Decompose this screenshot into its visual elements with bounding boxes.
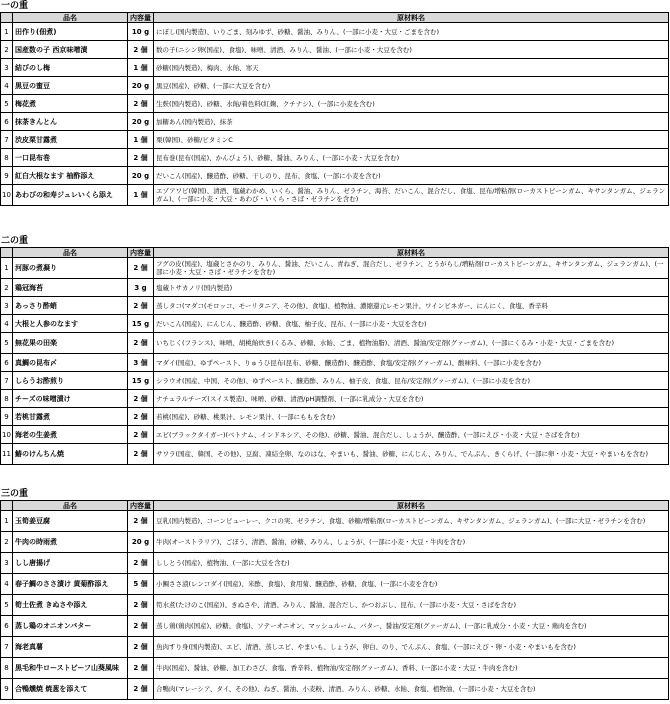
item-quantity: 2 個 xyxy=(128,41,154,59)
header-no xyxy=(1,13,13,23)
row-number: 7 xyxy=(1,131,13,149)
header-no xyxy=(1,248,13,258)
section-table-san xyxy=(0,500,669,700)
row-number: 5 xyxy=(1,595,13,616)
item-quantity: 2 個 xyxy=(128,444,154,465)
row-number: 1 xyxy=(1,23,13,41)
item-ingredients: 数の子(ニシン卵(国産)、食塩)、味噌、清酒、みりん、醤油、(一部に小麦・大豆を含む) xyxy=(154,41,669,59)
table-row xyxy=(1,279,669,297)
item-quantity: 2 個 xyxy=(128,658,154,679)
section-table-ni xyxy=(0,247,669,465)
header-qty: 内容量 xyxy=(128,13,154,23)
header-name: 品名 xyxy=(13,501,128,511)
item-ingredients: 栗(韓国)、砂糖/ビタミンC xyxy=(154,131,669,149)
row-number: 4 xyxy=(1,315,13,333)
row-number: 6 xyxy=(1,616,13,637)
table-header-row xyxy=(1,248,669,258)
item-name: しらうお酢煎り xyxy=(13,372,128,390)
table-row xyxy=(1,595,669,616)
item-quantity: 2 個 xyxy=(128,408,154,426)
row-number: 4 xyxy=(1,77,13,95)
table-row xyxy=(1,167,669,185)
item-name: 筍土佐煮 きぬさや添え xyxy=(13,595,128,616)
item-ingredients: 黒豆(国産)、砂糖、(一部に大豆を含む) xyxy=(154,77,669,95)
item-name: 渋皮栗甘露煮 xyxy=(13,131,128,149)
table-row xyxy=(1,131,669,149)
header-ingredients: 原材料名 xyxy=(154,13,669,23)
table-row xyxy=(1,354,669,372)
item-quantity: 20 g xyxy=(128,77,154,95)
item-quantity: 2 個 xyxy=(128,390,154,408)
table-row xyxy=(1,637,669,658)
row-number: 7 xyxy=(1,637,13,658)
table-row xyxy=(1,408,669,426)
item-ingredients: エゾアワビ(韓国)、清酒、塩蔵わかめ、いくら、醤油、みりん、ゼラチン、海苔、だいこん、混合だし、食塩、昆布/増粘剤(ローカストビーンガム、キサンタンガム、ジェランガム)、(一部に小麦・大豆・あわび・いくら・さば・ゼラチンを含む) xyxy=(154,185,669,206)
item-ingredients: サワラ(国産、韓国、その他)、豆腐、凍結全卵、なのはな、やまいも、醤油、砂糖、にんじん、みりん、でんぷん、きくらげ、(一部に卵・小麦・大豆・やまいもを含む) xyxy=(154,444,669,465)
table-row xyxy=(1,658,669,679)
item-name: 梅花煮 xyxy=(13,95,128,113)
table-header-row xyxy=(1,13,669,23)
item-name: 結びのし梅 xyxy=(13,59,128,77)
item-name: あわびの和寿ジュレいくら添え xyxy=(13,185,128,206)
item-ingredients: 豆乳(国内製造)、コーンピューレー、クコの実、ゼラチン、食塩、砂糖/増粘剤(ローカストビーンガム、キサンタンガム、ジェランガム)、(一部に大豆・ゼラチンを含む) xyxy=(154,511,669,532)
item-name: あっさり酢蛸 xyxy=(13,297,128,315)
row-number: 2 xyxy=(1,279,13,297)
item-ingredients: 小鯛ささ漬(レンコダイ(国産)、米酢、食塩)、食用菊、醸造酢、砂糖、食塩、(一部に小麦を含む) xyxy=(154,574,669,595)
row-number: 3 xyxy=(1,553,13,574)
row-number: 6 xyxy=(1,354,13,372)
table-row xyxy=(1,315,669,333)
item-name: 鰆のけんちん焼 xyxy=(13,444,128,465)
item-name: 無花果の田楽 xyxy=(13,333,128,354)
item-ingredients: 筍水煮(たけのこ(国産))、きぬさや、清酒、みりん、醤油、混合だし、かつおぶし、昆布、(一部に小麦・大豆・さばを含む) xyxy=(154,595,669,616)
item-name: 海老の生姜煮 xyxy=(13,426,128,444)
row-number: 5 xyxy=(1,95,13,113)
table-row xyxy=(1,59,669,77)
table-row xyxy=(1,41,669,59)
item-quantity: 1 個 xyxy=(128,59,154,77)
row-number: 6 xyxy=(1,113,13,131)
row-number: 5 xyxy=(1,333,13,354)
table-row xyxy=(1,444,669,465)
item-ingredients: 昆布巻(昆布(国産)、かんぴょう)、砂糖、醤油、みりん、(一部に小麦・大豆を含む) xyxy=(154,149,669,167)
table-row xyxy=(1,574,669,595)
header-no xyxy=(1,501,13,511)
header-name: 品名 xyxy=(13,13,128,23)
row-number: 3 xyxy=(1,59,13,77)
table-row xyxy=(1,390,669,408)
table-row xyxy=(1,553,669,574)
row-number: 10 xyxy=(1,426,13,444)
item-quantity: 2 個 xyxy=(128,149,154,167)
item-ingredients: にぼし(国内製造)、いりごま、刻みゆず、砂糖、醤油、みりん、(一部に小麦・大豆・ごまを含む) xyxy=(154,23,669,41)
item-ingredients: 生麩(国内製造)、砂糖、水飴/着色料(紅麹、クチナシ)、(一部に小麦を含む) xyxy=(154,95,669,113)
item-name: 黒毛和牛ローストビーフ山葵風味 xyxy=(13,658,128,679)
row-number: 11 xyxy=(1,444,13,465)
row-number: 1 xyxy=(1,258,13,279)
row-number: 10 xyxy=(1,185,13,206)
item-quantity: 5 個 xyxy=(128,574,154,595)
item-ingredients: 魚肉すり身(国内製造)、エビ、清酒、蒸しエビ、やまいも、しょうが、卵白、のり、でんぷん、食塩、(一部にえび・卵・小麦・やまいもを含む) xyxy=(154,637,669,658)
item-name: 紅白大根なます 柚酢添え xyxy=(13,167,128,185)
item-name: 海老真薯 xyxy=(13,637,128,658)
item-name: 蒸し鶏のオニオンバター xyxy=(13,616,128,637)
row-number: 8 xyxy=(1,390,13,408)
item-name: 玉筍姜豆腐 xyxy=(13,511,128,532)
row-number: 9 xyxy=(1,408,13,426)
section-title-ni: 二の重 xyxy=(1,236,29,246)
row-number: 2 xyxy=(1,41,13,59)
header-qty: 内容量 xyxy=(128,501,154,511)
item-ingredients: 加糖あん(国内製造)、抹茶 xyxy=(154,113,669,131)
table-row xyxy=(1,185,669,206)
item-quantity: 10 g xyxy=(128,23,154,41)
header-name: 品名 xyxy=(13,248,128,258)
item-ingredients: いちじく(フランス)、味噌、胡桃飴炊き(くるみ、砂糖、水飴、ごま、植物油脂)、清酒、醤油/安定剤(グァーガム)、(一部にくるみ・小麦・大豆・ごまを含む) xyxy=(154,333,669,354)
item-name: 大根と人参のなます xyxy=(13,315,128,333)
item-quantity: 2 個 xyxy=(128,297,154,315)
item-quantity: 2 個 xyxy=(128,258,154,279)
row-number: 8 xyxy=(1,149,13,167)
item-ingredients: 合鴨肉(マレーシア、タイ、その他)、ねぎ、醤油、小麦粉、清酒、みりん、砂糖、水飴、食塩、植物油、(一部に小麦・大豆を含む) xyxy=(154,679,669,700)
table-row xyxy=(1,679,669,700)
item-ingredients: ナチュラルチーズ(スイス製造)、味噌、砂糖、清酒/pH調整剤、(一部に乳成分・大豆を含む) xyxy=(154,390,669,408)
item-name: 抹茶きんとん xyxy=(13,113,128,131)
item-ingredients: エビ(ブラックタイガー)(ベトナム、インドネシア、その他)、砂糖、醤油、混合だし、しょうが、醸造酢、(一部にえび・小麦・大豆・さばを含む) xyxy=(154,426,669,444)
item-name: 国産数の子 西京味噌漬 xyxy=(13,41,128,59)
header-qty: 内容量 xyxy=(128,248,154,258)
item-ingredients: マダイ(国産)、ゆずペースト、りゅうひ昆布(昆布、砂糖、醸造酢)、醸造酢、食塩/安定剤(グァーガム)、酸味料、(一部に小麦を含む) xyxy=(154,354,669,372)
item-quantity: 20 g xyxy=(128,532,154,553)
item-quantity: 2 個 xyxy=(128,553,154,574)
item-quantity: 1 個 xyxy=(128,185,154,206)
item-ingredients: 蒸し鶏(鶏肉(国産)、砂糖、食塩)、ソテーオニオン、マッシュルーム、バター、醤油/安定剤(グァーガム)、(一部に乳成分・小麦・大豆・鶏肉を含む) xyxy=(154,616,669,637)
item-quantity: 1 個 xyxy=(128,131,154,149)
table-header-row xyxy=(1,501,669,511)
header-ingredients: 原材料名 xyxy=(154,501,669,511)
item-ingredients: 砂糖(国内製造)、梅肉、水飴、寒天 xyxy=(154,59,669,77)
item-ingredients: 塩蔵トサカノリ(国内製造) xyxy=(154,279,669,297)
table-row xyxy=(1,511,669,532)
item-quantity: 2 個 xyxy=(128,637,154,658)
item-ingredients: 牛肉(オーストラリア)、ごぼう、清酒、醤油、砂糖、みりん、しょうが、(一部に小麦・大豆・牛肉を含む) xyxy=(154,532,669,553)
item-quantity: 2 個 xyxy=(128,426,154,444)
item-quantity: 3 個 xyxy=(128,354,154,372)
item-ingredients: フグの皮(国産)、塩蔵とさかのり、みりん、醤油、だいこん、青ねぎ、混合だし、ゼラチン、とうがらし/増粘剤(ローカストビーンガム、キサンタンガム、ジェランガム)、(一部に小麦・大豆・さば・ゼラチンを含む) xyxy=(154,258,669,279)
table-row xyxy=(1,149,669,167)
item-name: 合鴨燻焼 焼葱を添えて xyxy=(13,679,128,700)
item-name: しし唐揚げ xyxy=(13,553,128,574)
row-number: 2 xyxy=(1,532,13,553)
item-quantity: 2 個 xyxy=(128,616,154,637)
item-name: 真鯛の昆布〆 xyxy=(13,354,128,372)
item-quantity: 15 g xyxy=(128,372,154,390)
item-quantity: 3 g xyxy=(128,279,154,297)
table-row xyxy=(1,426,669,444)
row-number: 1 xyxy=(1,511,13,532)
item-name: 若桃甘露煮 xyxy=(13,408,128,426)
table-row xyxy=(1,95,669,113)
row-number: 4 xyxy=(1,574,13,595)
item-name: 鶏冠海苔 xyxy=(13,279,128,297)
item-name: 春子鯛のささ漬け 黄菊酢添え xyxy=(13,574,128,595)
row-number: 9 xyxy=(1,679,13,700)
table-row xyxy=(1,297,669,315)
table-row xyxy=(1,372,669,390)
table-row xyxy=(1,23,669,41)
item-quantity: 15 g xyxy=(128,315,154,333)
header-ingredients: 原材料名 xyxy=(154,248,669,258)
table-row xyxy=(1,616,669,637)
item-name: 黒豆の蜜豆 xyxy=(13,77,128,95)
row-number: 9 xyxy=(1,167,13,185)
item-name: チーズの味噌漬け xyxy=(13,390,128,408)
item-quantity: 2 個 xyxy=(128,595,154,616)
section-title-san: 三の重 xyxy=(1,489,29,499)
row-number: 8 xyxy=(1,658,13,679)
item-name: 牛肉の時雨煮 xyxy=(13,532,128,553)
table-row xyxy=(1,77,669,95)
row-number: 7 xyxy=(1,372,13,390)
item-name: 河豚の煮凝り xyxy=(13,258,128,279)
item-quantity: 2 個 xyxy=(128,333,154,354)
item-ingredients: 蒸しタコ(マダコ(モロッコ、モーリタニア、その他)、食塩)、植物油、濃縮還元レモン果汁、ワインビネガー、にんにく、食塩、香辛料 xyxy=(154,297,669,315)
item-ingredients: だいこん(国産)、醸造酢、砂糖、干しのり、昆布、食塩、(一部に小麦を含む) xyxy=(154,167,669,185)
item-quantity: 2 個 xyxy=(128,95,154,113)
item-ingredients: 牛肉(国産)、醤油、砂糖、加工わさび、食塩、香辛料、植物油/安定剤(グァーガム)、香料、(一部に小麦・大豆・牛肉を含む) xyxy=(154,658,669,679)
table-row xyxy=(1,532,669,553)
table-row xyxy=(1,113,669,131)
item-quantity: 20 g xyxy=(128,113,154,131)
table-row xyxy=(1,258,669,279)
section-title-ichi: 一の重 xyxy=(1,1,29,11)
item-quantity: 2 個 xyxy=(128,511,154,532)
item-quantity: 20 g xyxy=(128,167,154,185)
item-ingredients: シラウオ(国産、中国、その他)、ゆずペースト、醸造酢、みりん、柚子皮、食塩、昆布/安定剤(グァーガム)、(一部に小麦を含む) xyxy=(154,372,669,390)
item-ingredients: 若桃(国産)、砂糖、桃果汁、レモン果汁、(一部にももを含む) xyxy=(154,408,669,426)
section-table-ichi xyxy=(0,12,669,206)
row-number: 3 xyxy=(1,297,13,315)
item-name: 一口昆布巻 xyxy=(13,149,128,167)
item-quantity: 2 個 xyxy=(128,679,154,700)
item-ingredients: だいこん(国産)、にんじん、醸造酢、砂糖、食塩、柚子皮、昆布、(一部に小麦・大豆を含む) xyxy=(154,315,669,333)
item-name: 田作り(佃煮) xyxy=(13,23,128,41)
item-ingredients: ししとう(国産)、植物油、(一部に大豆を含む) xyxy=(154,553,669,574)
table-row xyxy=(1,333,669,354)
